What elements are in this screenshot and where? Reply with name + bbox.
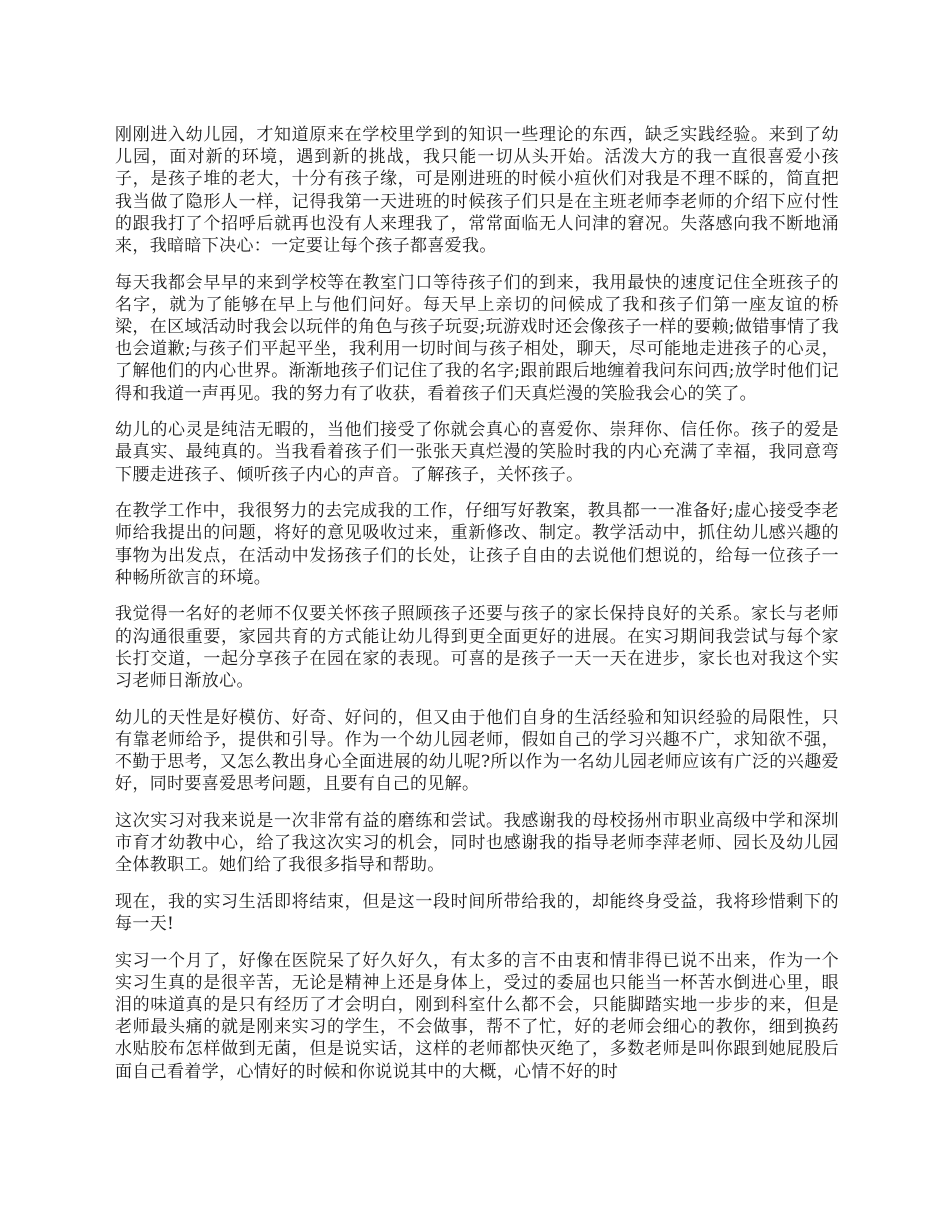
paragraph-2: 每天我都会早早的来到学校等在教室门口等待孩子们的到来，我用最快的速度记住全班孩子的名字，就为了能够在早上与他们问好。每天早上亲切的问候成了我和孩子们第一座友谊的桥梁，在区域活动时我会以玩伴的角色与孩子玩耍;玩游戏时还会像孩子一样的要赖;做错事情了我也会道歉;与孩子们平起平坐，我利用一切时间与孩子相处，聊天，尽可能地走进孩子的心灵，了解他们的内心世界。渐渐地孩子们记住了我的名字;跟前跟后地缠着我问东问西;放学时他们记得和我道一声再见。我的努力有了收获，看着孩子们天真烂漫的笑脸我会心的笑了。: [115, 272, 839, 404]
paragraph-5: 我觉得一名好的老师不仅要关怀孩子照顾孩子还要与孩子的家长保持良好的关系。家长与老师的沟通很重要，家园共育的方式能让幼儿得到更全面更好的进展。在实习期间我尝试与每个家长打交道，一起分享孩子在园在家的表现。可喜的是孩子一天一天在进步，家长也对我这个实习老师日渐放心。: [115, 604, 839, 692]
paragraph-1: 刚刚进入幼儿园，才知道原来在学校里学到的知识一些理论的东西，缺乏实践经验。来到了幼儿园，面对新的环境，遇到新的挑战，我只能一切从头开始。活泼大方的我一直很喜爱小孩子，是孩子堆的老大，十分有孩子缘，可是刚进班的时候小疸伙们对我是不理不睬的，简直把我当做了隐形人一样，记得我第一天进班的时候孩子们只是在主班老师李老师的介绍下应付性的跟我打了个招呼后就再也没有人来理我了，常常面临无人问津的窘况。失落感向我不断地涌来，我暗暗下决心：一定要让每个孩子都喜爱我。: [115, 125, 839, 257]
paragraph-6: 幼儿的天性是好模仿、好奇、好问的，但又由于他们自身的生活经验和知识经验的局限性，只有靠老师给予，提供和引导。作为一个幼儿园老师，假如自己的学习兴趣不广，求知欲不强，不勤于思考，又怎么教出身心全面进展的幼儿呢?所以作为一名幼儿园老师应该有广泛的兴趣爱好，同时要喜爱思考问题，且要有自己的见解。: [115, 707, 839, 795]
paragraph-9: 实习一个月了，好像在医院呆了好久好久，有太多的言不由衷和情非得已说不出来，作为一个实习生真的是很辛苦，无论是精神上还是身体上，受过的委屈也只能当一杯苦水倒进心里，眼泪的味道真的是只有经历了才会明白，刚到科室什么都不会，只能脚踏实地一步步的来，但是老师最头痛的就是刚来实习的学生，不会做事，帮不了忙，好的老师会细心的教你，细到换药水贴胶布怎样做到无菌，但是说实话，这样的老师都快灭绝了，多数老师是叫你跟到她屁股后面自己看着学，心情好的时候和你说说其中的大概，心情不好的时: [115, 950, 839, 1082]
paragraph-4: 在教学工作中，我很努力的去完成我的工作，仔细写好教案，教具都一一准备好;虚心接受李老师给我提出的问题，将好的意见吸收过来，重新修改、制定。教学活动中，抓住幼儿感兴趣的事物为出发点，在活动中发扬孩子们的长处，让孩子自由的去说他们想说的，给每一位孩子一种畅所欲言的环境。: [115, 501, 839, 588]
document-body: [115, 124, 839, 1097]
paragraph-7: 这次实习对我来说是一次非常有益的磨练和尝试。我感谢我的母校扬州市职业高级中学和深圳市育才幼教中心，给了我这次实习的机会，同时也感谢我的指导老师李萍老师、园长及幼儿园全体教职工。她们给了我很多指导和帮助。: [115, 810, 839, 876]
paragraph-3: 幼儿的心灵是纯洁无暇的，当他们接受了你就会真心的喜爱你、崇拜你、信任你。孩子的爱是最真实、最纯真的。当我看着孩子们一张张天真烂漫的笑脸时我的内心充满了幸福，我同意弯下腰走进孩子、倾听孩子内心的声音。了解孩子，关怀孩子。: [115, 420, 839, 485]
paragraph-8: 现在，我的实习生活即将结束，但是这一段时间所带给我的，却能终身受益，我将珍惜剩下的每一天!: [115, 891, 839, 935]
